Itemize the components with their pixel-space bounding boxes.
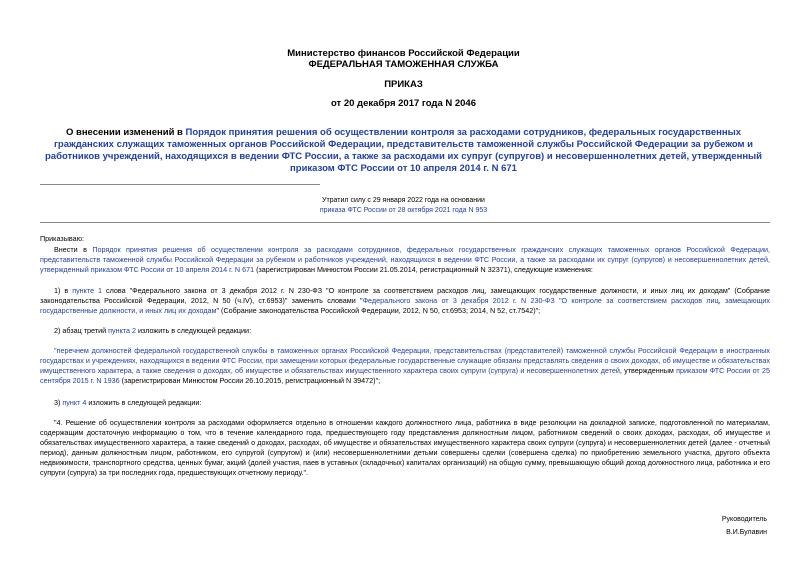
order-word: Приказываю:: [40, 234, 84, 243]
item-3-link[interactable]: пункт 4: [62, 398, 87, 407]
document-date-number: от 20 декабря 2017 года N 2046: [330, 98, 476, 109]
item-1-text-b: слова "Федерального закона от 3 декабря 2012 г. N 230-ФЗ "О контроле за соответствием расходов лиц, замещающих государственные должности, и иных лиц их доходам" (Собрание законодательства Российской Федерации, 2012, N 50 (ч.IV), ст.6953)" заменить словами ": [40, 286, 770, 305]
item-1-text-a: 1) в: [54, 286, 73, 295]
divider-left: [40, 184, 320, 185]
paragraph-intro-link[interactable]: Порядок принятия решения об осуществлении контроля за расходами сотрудников, федеральных государственных гражданских служащих таможенных органов Российской Федерации, представительств таможенной службы Российской Федерации за рубежом и работников учреждений, находящихся в ведении ФТС России, а также за расходами их супруг (супругов) и несовершеннолетних детей, утвержденный приказом ФТС России от 10 апреля 2014 г. N 671: [40, 245, 770, 274]
item-3-text-b: изложить в следующей редакции:: [86, 398, 202, 407]
item-2-text-b: изложить в следующей редакции:: [136, 326, 252, 335]
paragraph-intro-text-b: (зарегистрирован Минюстом России 21.05.2014, регистрационный N 32371), следующие изменения:: [254, 265, 593, 274]
item-1-link-law[interactable]: Федерального закона от 3 декабря 2012 г. N 230-ФЗ "О контроле за соответствием расходов лиц, замещающих государственные должности, и иных лиц их доходам: [40, 296, 770, 315]
quote-2: "4. Решение об осуществлении контроля за расходами оформляется отдельно в отношении каждого должностного лица, работника в виде резолюции на докладной записке, подготовленной по материалам, содержащим достаточную информацию о том, что в течение календарного года, предшествующего году представления должностным лицом, работником сведений о своих доходах, расходах, об имуществе и обязательствах имущественного характера, а также сведений о доходах, расходах, об имуществе и обязательствах имущественного характера своих супруги (супруга) и несовершеннолетних детей (далее - отчетный период), данным должностным лицом, работником, его супругой (супругом) и (или) несовершеннолетними детьми совершены сделки (совершена сделка) по приобретению земельного участка, другого объекта недвижимости, транспортного средства, ценных бумаг, акций (долей участия, паев в уставных (складочных) капиталах организаций) на общую сумму, превышающую общий доход должностного лица, работника и его супруги (супруга) за три последних года, предшествующих отчетному периоду.".: [40, 418, 770, 477]
status-link[interactable]: приказа ФТС России от 28 октября 2021 года N 953: [319, 207, 488, 214]
item-2-text-a: 2) абзац третий: [54, 326, 109, 335]
paragraph-intro-text-a: Внести в: [54, 245, 93, 254]
signature-position: Руководитель: [721, 516, 767, 523]
item-3-text-a: 3): [54, 398, 63, 407]
item-1-text-c: " (Собрание законодательства Российской Федерации, 2012, N 50, ст.6953; 2014, N 52, ст.7542)";: [216, 306, 541, 315]
title-prefix: О внесении изменений в: [65, 127, 186, 138]
paragraph-intro: [40, 245, 770, 275]
quote-1-link-order[interactable]: приказом ФТС России от 25 сентября 2015 г. N 1936: [40, 366, 771, 385]
ministry-name: Министерство финансов Российской Федерации: [287, 48, 520, 59]
item-1-link-point[interactable]: пункте 1: [72, 286, 103, 295]
item-1: [40, 286, 770, 316]
quote-1: [40, 346, 770, 386]
signature-name: В.И.Булавин: [726, 529, 767, 536]
divider-full: [40, 222, 770, 223]
service-name: ФЕДЕРАЛЬНАЯ ТАМОЖЕННАЯ СЛУЖБА: [308, 59, 499, 70]
title-link[interactable]: Порядок принятия решения об осуществлении контроля за расходами сотрудников, федеральных государственных гражданских служащих таможенных органов Российской Федерации, представительств таможенной службы Российской Федерации за рубежом и работников учреждений, находящихся в ведении ФТС России, а также за расходами их супруг (супругов) и несовершеннолетних детей, утвержденный приказом ФТС России от 10 апреля 2014 г. N 671: [44, 127, 763, 174]
quote-1-link-list[interactable]: "перечнем должностей федеральной государственной службы в таможенных органах Российской Федерации, представительствах (представителей) таможенной службы Российской Федерации в иностранных государствах и учреждениях, находящихся в ведении ФТС России, при замещении которых федеральные государственные служащие обязаны представлять сведения о своих доходах, об имуществе и обязательствах имущественного характера, а также сведения о доходах, об имуществе и обязательствах имущественного характера своих супруги (супруга) и несовершеннолетних детей: [40, 346, 770, 375]
item-2-link[interactable]: пункта 2: [108, 326, 137, 335]
quote-1-text-a: , утвержденным: [619, 366, 677, 375]
document-title: [40, 127, 767, 175]
status-line: Утратил силу с 29 января 2022 года на основании: [322, 197, 485, 204]
document-type: ПРИКАЗ: [384, 79, 423, 90]
quote-1-text-b: (зарегистрирован Минюстом России 26.10.2015, регистрационный N 39472)";: [119, 376, 381, 385]
item-3: [40, 398, 770, 408]
item-2: [40, 326, 770, 336]
